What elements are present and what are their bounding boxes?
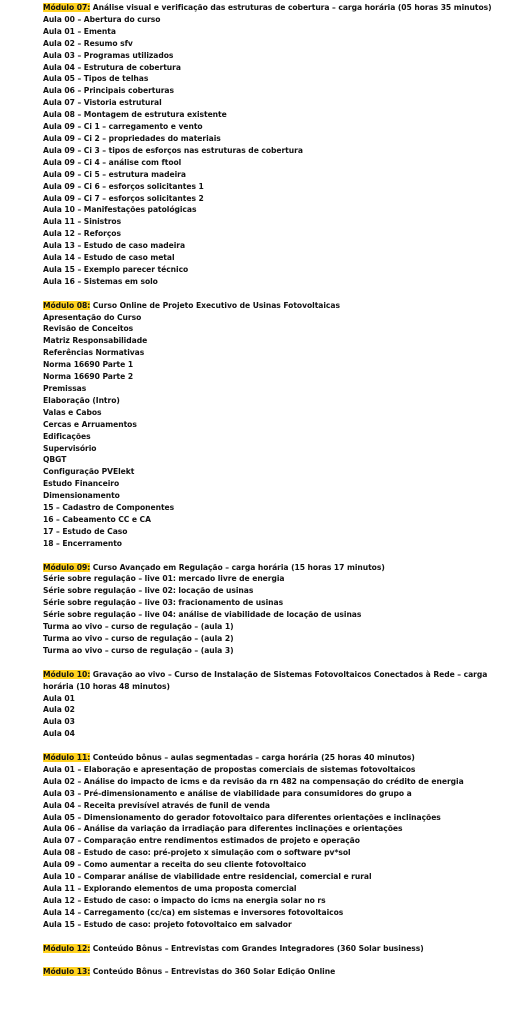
lesson-item: Aula 09 – Ci 5 – estrutura madeira — [43, 169, 186, 179]
lesson-item: Aula 13 – Estudo de caso madeira — [43, 241, 186, 251]
lesson-item: Aula 07 – Comparação entre rendimentos estimados de projeto e operação — [43, 836, 360, 846]
lesson-item: Turma ao vivo – curso de regulação – (aula 2) — [43, 634, 234, 643]
lesson-item: Aula 09 – Ci 1 – carregamento e vento — [43, 122, 203, 132]
lesson-item: QBGT — [43, 455, 67, 465]
module-header — [43, 943, 513, 955]
lesson-item: Aula 05 – Dimensionamento do gerador fotovoltaico para diferentes orientações e inclinações — [43, 812, 441, 822]
lesson-item: Configuração PVElekt — [43, 467, 135, 477]
module-header — [43, 2, 513, 14]
module-header — [43, 669, 513, 693]
lesson-item: Cercas e Arruamentos — [43, 419, 137, 429]
lesson-item: Aula 02 — [43, 705, 75, 715]
module-header — [43, 752, 513, 764]
module-label-highlight: Módulo 09: — [43, 562, 91, 572]
lesson-item: Série sobre regulação – live 02: locação de usinas — [43, 586, 254, 596]
module-header — [43, 562, 513, 574]
lesson-item: Apresentação do Curso — [43, 312, 142, 322]
lesson-item: Supervisório — [43, 443, 97, 453]
module-title: Conteúdo Bônus – Entrevistas do 360 Solar Edição Online — [90, 967, 336, 977]
lesson-item: Aula 10 – Manifestações patológicas — [43, 205, 197, 215]
lesson-item: Aula 12 – Estudo de caso: o impacto do icms na energia solar no rs — [43, 895, 326, 905]
lesson-item: Aula 15 – Exemplo parecer técnico — [43, 264, 189, 274]
lesson-item: Aula 09 – Ci 7 – esforços solicitantes 2 — [43, 193, 204, 203]
course-module-list — [43, 2, 513, 978]
module-label-highlight: Módulo 13: — [43, 967, 91, 977]
module-section — [43, 943, 513, 955]
module-section — [43, 300, 513, 550]
lesson-item: Aula 11 – Sinistros — [43, 217, 122, 227]
module-header — [43, 966, 513, 978]
lesson-item: Aula 07 – Vistoria estrutural — [43, 98, 162, 108]
module-title: Curso Avançado em Regulação – carga horária (15 horas 17 minutos) — [90, 562, 385, 572]
lesson-item: Aula 02 – Resumo sfv — [43, 38, 133, 48]
lesson-item: Aula 05 – Tipos de telhas — [43, 74, 149, 84]
lesson-item: 15 – Cadastro de Componentes — [43, 503, 175, 513]
lesson-item: 18 – Encerramento — [43, 538, 122, 548]
module-section — [43, 752, 513, 931]
lesson-item: Elaboração (Intro) — [43, 395, 120, 405]
lesson-item: 16 – Cabeamento CC e CA — [43, 514, 151, 524]
lesson-item: Aula 08 – Estudo de caso: pré-projeto x simulação com o software pv*sol — [43, 848, 351, 858]
lesson-item: Aula 03 – Pré-dimensionamento e análise de viabilidade para consumidores do grupo a — [43, 788, 412, 798]
lesson-item: Revisão de Conceitos — [43, 324, 134, 334]
lesson-item: Turma ao vivo – curso de regulação – (aula 3) — [43, 645, 234, 655]
module-label-highlight: Módulo 08: — [43, 300, 91, 310]
lesson-item: Aula 02 – Análise do impacto de icms e da revisão da rn 482 na compensação do crédito de energia — [43, 776, 464, 786]
module-section — [43, 562, 513, 657]
lesson-item: Aula 12 – Reforços — [43, 229, 121, 239]
lesson-item: Aula 09 – Ci 4 – análise com ftool — [43, 157, 182, 167]
lesson-item: Aula 04 – Receita previsível através de funil de venda — [43, 800, 270, 810]
lesson-item: Norma 16690 Parte 1 — [43, 360, 134, 370]
lesson-item: Aula 09 – Como aumentar a receita do seu cliente fotovoltaico — [43, 860, 307, 870]
lesson-item: Aula 10 – Comparar análise de viabilidade entre residencial, comercial e rural — [43, 872, 372, 882]
lesson-item: Aula 09 – Ci 3 – tipos de esforços nas estruturas de cobertura — [43, 145, 303, 155]
module-section — [43, 2, 513, 288]
module-label-highlight: Módulo 11: — [43, 753, 91, 763]
module-label-highlight: Módulo 07: — [43, 3, 91, 12]
lesson-item: 17 – Estudo de Caso — [43, 526, 128, 536]
lesson-item: Aula 16 – Sistemas em solo — [43, 276, 158, 286]
lesson-item: Aula 01 – Elaboração e apresentação de propostas comerciais de sistemas fotovoltaicos — [43, 764, 416, 774]
lesson-item: Edificações — [43, 431, 91, 441]
module-title: Curso Online de Projeto Executivo de Usinas Fotovoltaicas — [90, 300, 340, 310]
module-title: Conteúdo Bônus – Entrevistas com Grandes Integradores (360 Solar business) — [90, 943, 424, 953]
lesson-item: Turma ao vivo – curso de regulação – (aula 1) — [43, 622, 234, 632]
lesson-item: Série sobre regulação – live 04: análise de viabilidade de locação de usinas — [43, 610, 362, 620]
lesson-item: Valas e Cabos — [43, 407, 102, 417]
lesson-item: Aula 03 – Programas utilizados — [43, 50, 174, 60]
lesson-item: Aula 04 – Estrutura de cobertura — [43, 62, 181, 72]
lesson-item: Aula 14 – Estudo de caso metal — [43, 253, 175, 263]
module-header — [43, 300, 513, 312]
module-section — [43, 966, 513, 978]
lesson-item: Estudo Financeiro — [43, 479, 120, 489]
lesson-item: Matriz Responsabilidade — [43, 336, 148, 346]
lesson-item: Aula 14 – Carregamento (cc/ca) em sistemas e inversores fotovoltaicos — [43, 907, 344, 917]
lesson-item: Aula 15 – Estudo de caso: projeto fotovoltaico em salvador — [43, 919, 292, 929]
module-label-highlight: Módulo 10: — [43, 669, 91, 679]
lesson-item: Premissas — [43, 383, 87, 393]
lesson-item: Aula 09 – Ci 2 – propriedades do materiais — [43, 133, 221, 143]
lesson-item: Série sobre regulação – live 03: fracionamento de usinas — [43, 598, 284, 608]
lesson-item: Aula 04 — [43, 729, 75, 739]
module-label-highlight: Módulo 12: — [43, 943, 91, 953]
lesson-item: Aula 08 – Montagem de estrutura existente — [43, 110, 227, 120]
module-title: Gravação ao vivo – Curso de Instalação de Sistemas Fotovoltaicos Conectados à Rede – carga horária (10 horas 48 minutos) — [43, 669, 488, 691]
lesson-item: Aula 03 — [43, 717, 75, 727]
module-title: Conteúdo bônus – aulas segmentadas – carga horária (25 horas 40 minutos) — [90, 753, 415, 763]
lesson-item: Referências Normativas — [43, 348, 145, 358]
lesson-item: Série sobre regulação – live 01: mercado livre de energia — [43, 574, 285, 584]
lesson-item: Dimensionamento — [43, 491, 120, 501]
lesson-item: Aula 01 — [43, 693, 75, 703]
lesson-item: Aula 11 – Explorando elementos de uma proposta comercial — [43, 884, 297, 893]
lesson-item: Norma 16690 Parte 2 — [43, 372, 134, 382]
lesson-item: Aula 00 – Abertura do curso — [43, 14, 161, 24]
lesson-item: Aula 06 – Análise da variação da irradiação para diferentes inclinações e orientações — [43, 824, 403, 834]
module-title: Análise visual e verificação das estruturas de cobertura – carga horária (05 horas 35 minutos) — [90, 3, 492, 12]
lesson-item: Aula 01 – Ementa — [43, 26, 116, 36]
module-section — [43, 669, 513, 740]
lesson-item: Aula 09 – Ci 6 – esforços solicitantes 1 — [43, 181, 204, 191]
lesson-item: Aula 06 – Principais coberturas — [43, 86, 174, 96]
